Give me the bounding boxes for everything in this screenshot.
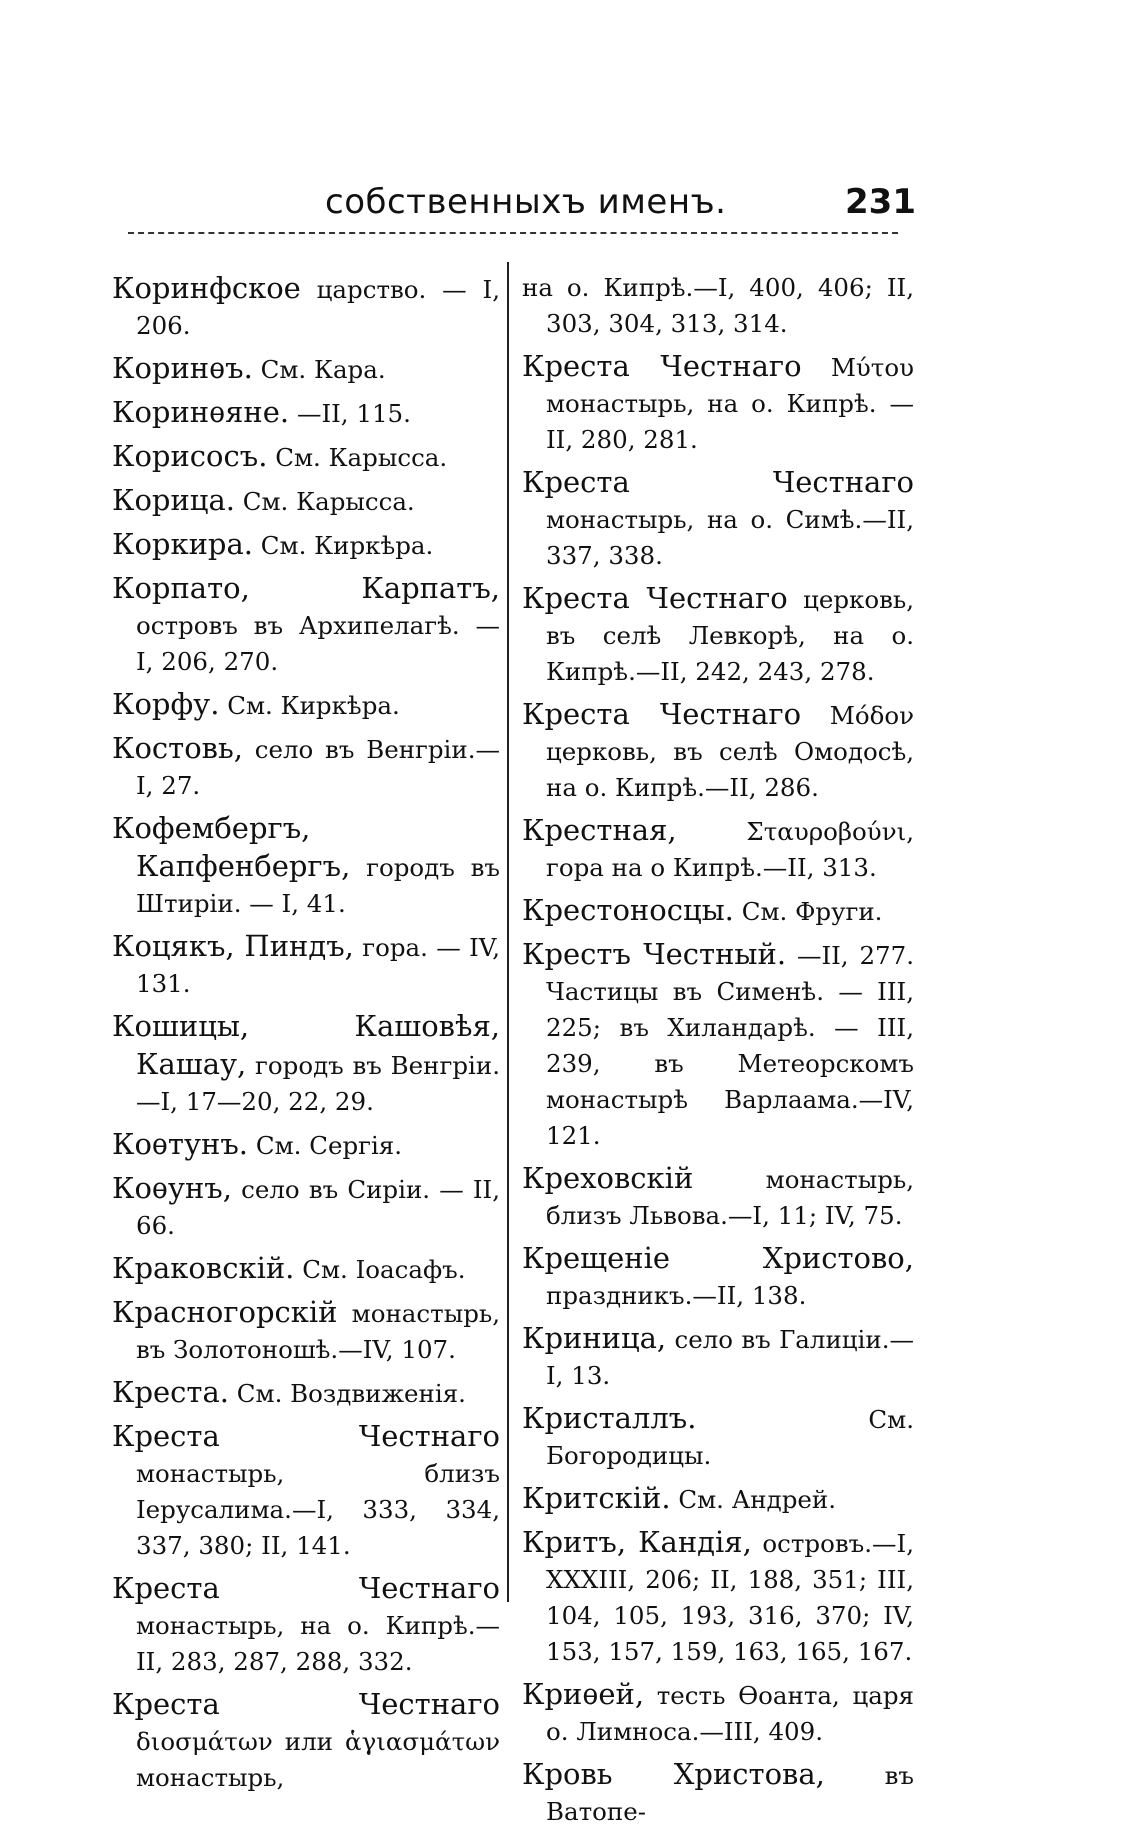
- entry-text: на о. Кипрѣ.—I, 400, 406; II, 303, 304, 313, 314.: [522, 273, 914, 338]
- entry-text: монастырь, на о. Симѣ.—II, 337, 338.: [546, 505, 914, 570]
- index-entry: [522, 1676, 914, 1750]
- entry-text: Μύτου монастырь, на о. Кипрѣ. — II, 280, 281.: [546, 353, 914, 454]
- index-entry: [522, 1400, 914, 1474]
- entry-text: См. Карысса.: [275, 443, 448, 472]
- entry-text: См. Іоасафъ.: [302, 1255, 466, 1284]
- index-entry: [522, 580, 914, 690]
- entry-headword: Критъ, Кандія,: [522, 1525, 752, 1559]
- index-entry: [112, 1294, 500, 1368]
- index-entry: [112, 526, 500, 564]
- index-entry: [112, 1374, 500, 1412]
- entry-headword: Креста Честнаго: [522, 465, 914, 499]
- index-entry: [112, 1570, 500, 1680]
- entry-text: См. Сергія.: [255, 1131, 403, 1160]
- index-entry: [112, 928, 500, 1002]
- entry-text: гора. — IV, 131.: [136, 933, 500, 998]
- entry-headword: Крестная,: [522, 813, 677, 847]
- entry-headword: Кошицы, Кашовѣя, Кашау,: [112, 1009, 500, 1081]
- index-entry: [112, 730, 500, 804]
- index-entry: [522, 1240, 914, 1314]
- index-entry: [112, 1170, 500, 1244]
- entry-text: село въ Сиріи. — II, 66.: [136, 1175, 500, 1240]
- entry-text: церковь, въ селѣ Левкорѣ, на о. Кипрѣ.—II, 242, 243, 278.: [546, 585, 914, 686]
- index-entry: [522, 696, 914, 806]
- index-entry: [112, 810, 500, 922]
- index-entry: [522, 892, 914, 930]
- entry-text: См. Киркѣра.: [227, 691, 400, 720]
- entry-headword: Костовь,: [112, 731, 243, 765]
- entry-headword: Коринѳъ.: [112, 351, 253, 385]
- index-entry: [112, 350, 500, 388]
- entry-text: См. Кара.: [260, 355, 386, 384]
- entry-text: село въ Венгріи.— I, 27.: [136, 735, 500, 800]
- index-entry: [522, 1480, 914, 1518]
- entry-headword: Креста Честнаго: [522, 697, 802, 731]
- index-entry: [112, 686, 500, 724]
- entry-text: См. Карысса.: [242, 487, 415, 516]
- index-entry: [522, 1756, 914, 1830]
- entry-text: —II, 277. Частицы въ Сименѣ. — III, 225; въ Хиландарѣ. — III, 239, въ Метеорскомъ монастырѣ Варлаама.—IV, 121.: [546, 941, 915, 1150]
- entry-headword: Коѳтунъ.: [112, 1127, 249, 1161]
- index-entry: [112, 1418, 500, 1564]
- index-column-left: [112, 270, 500, 1802]
- index-entry: [112, 1250, 500, 1288]
- column-divider: [507, 262, 509, 1602]
- index-entry: [522, 1524, 914, 1670]
- entry-headword: Креста Честнаго: [112, 1571, 500, 1605]
- entry-headword: Креста Честнаго: [112, 1419, 500, 1453]
- entry-text: городъ въ Штиріи. — I, 41.: [136, 853, 500, 918]
- index-entry: [112, 1686, 500, 1796]
- entry-headword: Коринфское: [112, 271, 301, 305]
- entry-text: διοσμάτων или ἁγιασμάτων монастырь,: [136, 1727, 500, 1792]
- entry-text: монастырь, близъ Львова.—I, 11; IV, 75.: [546, 1165, 914, 1230]
- index-entry: [522, 464, 914, 574]
- page-number: 231: [845, 182, 916, 222]
- entry-headword: Криѳей,: [522, 1677, 645, 1711]
- header-rule: [128, 232, 898, 234]
- entry-headword: Кофембергъ, Капфенбергъ,: [112, 811, 351, 883]
- index-entry: [112, 1126, 500, 1164]
- entry-headword: Корисосъ.: [112, 439, 268, 473]
- entry-headword: Коцякъ, Пиндъ,: [112, 929, 354, 963]
- entry-headword: Корпато, Карпатъ,: [112, 571, 500, 605]
- index-entry: [112, 394, 500, 432]
- entry-headword: Кристаллъ.: [522, 1401, 697, 1435]
- entry-headword: Коѳунъ,: [112, 1171, 232, 1205]
- entry-text: островъ въ Архипелагѣ. — I, 206, 270.: [136, 611, 500, 676]
- entry-text: царство. — I, 206.: [136, 275, 500, 340]
- entry-headword: Креховскій: [522, 1161, 694, 1195]
- entry-text: тесть Ѳоанта, царя о. Лимноса.—III, 409.: [546, 1681, 914, 1746]
- index-entry: [522, 270, 914, 342]
- entry-text: городъ въ Венгріи.—I, 17—20, 22, 29.: [136, 1051, 500, 1116]
- entry-text: село въ Галиціи.— I, 13.: [546, 1325, 915, 1390]
- entry-text: См. Андрей.: [678, 1485, 837, 1514]
- index-entry: [112, 1008, 500, 1120]
- entry-headword: Корица.: [112, 483, 235, 517]
- entry-text: См. Фруги.: [741, 897, 883, 926]
- entry-text: См. Воздвиженія.: [236, 1379, 466, 1408]
- entry-headword: Креста.: [112, 1375, 229, 1409]
- entry-headword: Криница,: [522, 1321, 667, 1355]
- index-entry: [522, 936, 914, 1154]
- running-head: собственныхъ именъ.: [325, 182, 727, 222]
- entry-headword: Крестоносцы.: [522, 893, 734, 927]
- entry-headword: Коринѳяне.: [112, 395, 290, 429]
- entry-text: См. Богородицы.: [546, 1405, 914, 1470]
- entry-text: монастырь, близъ Іерусалима.—I, 333, 334, 337, 380; II, 141.: [136, 1459, 500, 1560]
- entry-text: Σταυροβούνι, гора на о Кипрѣ.—II, 313.: [546, 817, 914, 882]
- index-entry: [112, 270, 500, 344]
- entry-headword: Красногорскій: [112, 1295, 338, 1329]
- entry-text: монастырь, на о. Кипрѣ.—II, 283, 287, 288, 332.: [136, 1611, 500, 1676]
- entry-text: См. Киркѣра.: [260, 531, 434, 560]
- entry-text: островъ.—I, XXXIII, 206; II, 188, 351; III, 104, 105, 193, 316, 370; IV, 153, 157, 159, 163, 165, 167.: [546, 1529, 914, 1666]
- entry-text: Μόδον церковь, въ селѣ Омодосѣ, на о. Кипрѣ.—II, 286.: [546, 701, 914, 802]
- index-column-right: [522, 270, 914, 1836]
- entry-text: въ Ватопе-: [546, 1761, 914, 1826]
- index-entry: [112, 570, 500, 680]
- entry-headword: Краковскій.: [112, 1251, 295, 1285]
- entry-headword: Креста Честнаго: [112, 1687, 500, 1721]
- index-entry: [112, 482, 500, 520]
- entry-text: праздникъ.—II, 138.: [546, 1281, 807, 1310]
- entry-text: монастырь, въ Золотоношѣ.—IV, 107.: [136, 1299, 500, 1364]
- entry-headword: Креста Честнаго: [522, 349, 802, 383]
- index-entry: [112, 438, 500, 476]
- entry-headword: Критскій.: [522, 1481, 671, 1515]
- entry-headword: Корфу.: [112, 687, 220, 721]
- index-entry: [522, 1160, 914, 1234]
- entry-headword: Креста Честнаго: [522, 581, 788, 615]
- index-entry: [522, 812, 914, 886]
- entry-headword: Кровь Христова,: [522, 1757, 825, 1791]
- entry-headword: Крестъ Честный.: [522, 937, 787, 971]
- entry-text: —II, 115.: [296, 399, 411, 428]
- index-entry: [522, 348, 914, 458]
- index-entry: [522, 1320, 914, 1394]
- entry-headword: Крещеніе Христово,: [522, 1241, 914, 1275]
- entry-headword: Коркира.: [112, 527, 253, 561]
